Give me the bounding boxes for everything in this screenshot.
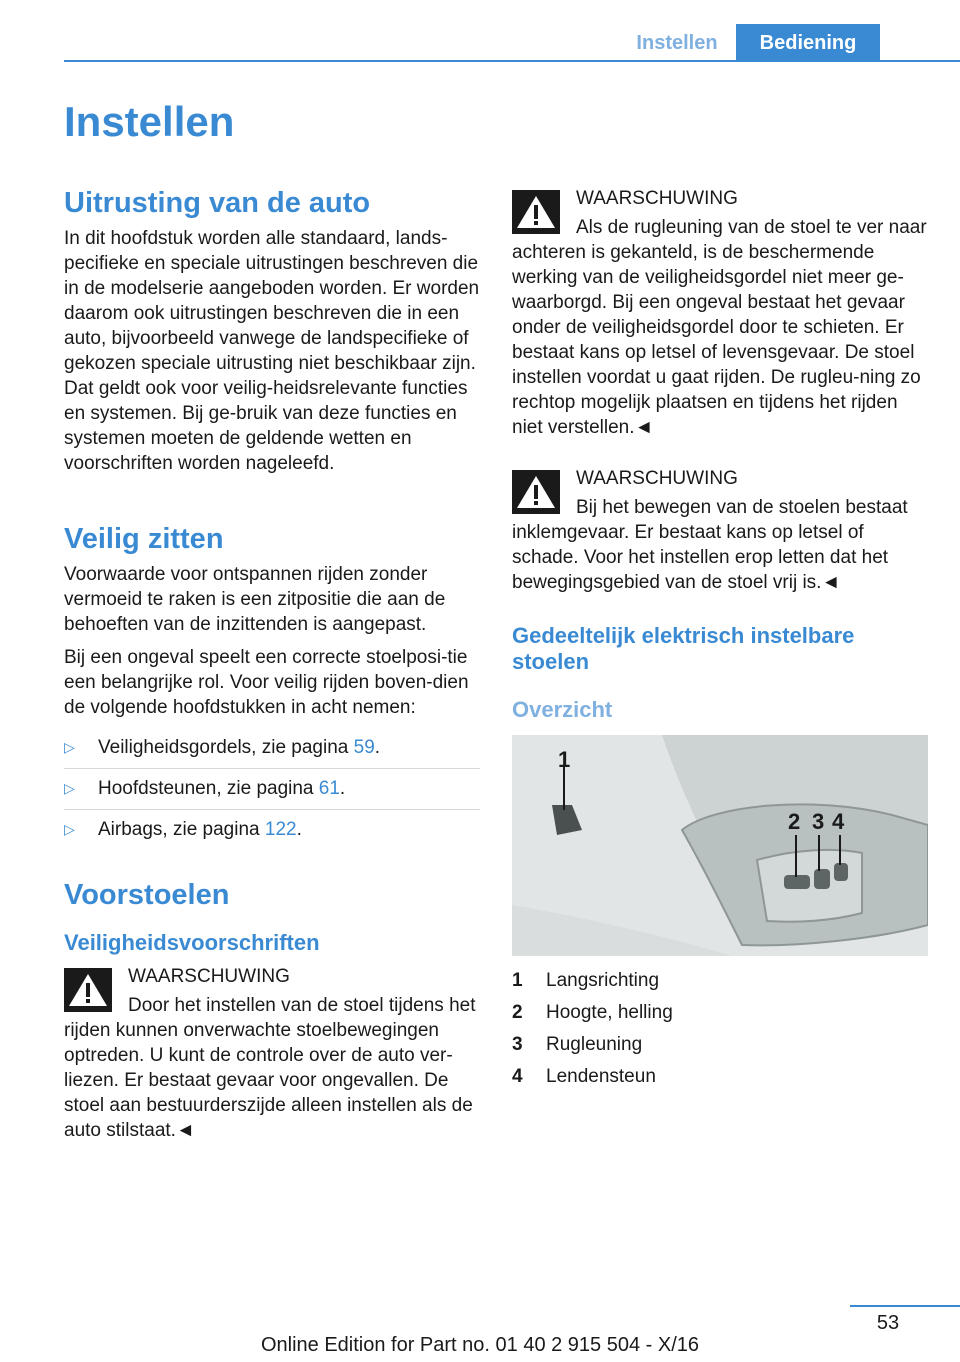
list-item: ▷ Veiligheidsgordels, zie pagina 59. [64, 737, 381, 758]
page-number: 53 [876, 1312, 900, 1334]
legend-item: 2 Hoogte, helling [512, 1002, 673, 1023]
figure-label-2: 2 [788, 809, 801, 834]
list-item: ▷ Hoofdsteunen, zie pagina 61. [64, 768, 480, 809]
legend-item: 1 Langsrichting [512, 970, 660, 991]
warning-text: Bij het bewegen van de stoelen bestaat inklemgevaar. Er bestaat kans op letsel of schade. Voor het instellen erop letten dat het bewegingsgebied van de stoel vrij is.◄ [512, 497, 908, 593]
figure-label-4: 4 [832, 809, 845, 834]
figure-legend [512, 968, 928, 1089]
warning-block-1 [64, 964, 480, 1143]
page-link-airbags[interactable]: 122 [264, 819, 297, 840]
paragraph-safe-1: Voorwaarde voor ontspannen rijden zonder vermoeid te raken is een zitpositie die aan de behoeften van de inzittenden is aangepast. [64, 564, 446, 635]
warning-icon [512, 190, 560, 234]
paragraph-safe-2: Bij een ongeval speelt een correcte stoelposi-tie een belangrijke rol. Voor veilig rijden boven-dien de volgende hoofdstukken in acht nemen: [64, 647, 469, 718]
page-link-seatbelts[interactable]: 59 [353, 737, 375, 758]
warning-icon [64, 968, 112, 1012]
warning-label: WAARSCHUWING [576, 468, 738, 489]
warning-text: Door het instellen van de stoel tijdens het rijden kunnen onverwachte stoelbewegingen optreden. U kunt de controle over de auto ver-liezen. Er bestaat gevaar voor ongevallen. De stoel aan bestuurderszijde alleen instellen als de auto stilstaat.◄ [64, 995, 476, 1141]
warning-block-3 [512, 466, 928, 595]
figure-label-1: 1 [558, 747, 571, 772]
triangle-bullet-icon: ▷ [64, 739, 75, 755]
right-column [512, 186, 928, 1096]
heading-front-seats: Voorstoelen [64, 879, 230, 911]
header-tab-bediening[interactable]: Bediening [736, 24, 880, 60]
heading-partial-electric-seats: Gedeeltelijk elektrisch instelbare stoelen [512, 623, 855, 674]
page-link-headrests[interactable]: 61 [318, 778, 340, 799]
triangle-bullet-icon: ▷ [64, 821, 75, 837]
reference-list [64, 728, 480, 850]
figure-label-3: 3 [812, 809, 825, 834]
header-rule [64, 60, 960, 62]
heading-equipment: Uitrusting van de auto [64, 187, 371, 219]
list-item: ▷ Airbags, zie pagina 122. [64, 809, 480, 850]
heading-safe-sitting: Veilig zitten [64, 523, 224, 555]
triangle-bullet-icon: ▷ [64, 780, 75, 796]
header-tab-instellen[interactable]: Instellen [636, 32, 718, 54]
seat-controls-figure [512, 735, 928, 956]
warning-label: WAARSCHUWING [128, 966, 290, 987]
left-column [64, 186, 480, 1151]
warning-label: WAARSCHUWING [576, 188, 738, 209]
legend-item: 3 Rugleuning [512, 1034, 643, 1055]
legend-item: 4 Lendensteun [512, 1066, 656, 1087]
chapter-title: Instellen [64, 98, 235, 145]
footer-edition: Online Edition for Part no. 01 40 2 915 504 - X/16 [260, 1334, 700, 1356]
paragraph-equipment: In dit hoofdstuk worden alle standaard, lands-pecifieke en speciale uitrustingen beschreven die in de modelserie aangeboden worden. Er worden daarom ook uitrustingen beschreven die in een auto, bijvoorbeeld vanwege de landspecifieke of gekozen speciale uitrusting niet beschikbaar zijn. Dat geldt ook voor veilig-heidsrelevante functies en systemen. Bij ge-bruik van deze functies en systemen moeten de geldende wetten en voorschriften worden nageleefd. [64, 228, 480, 474]
warning-block-2 [512, 186, 928, 440]
warning-text: Als de rugleuning van de stoel te ver naar achteren is gekanteld, is de beschermende werking van de veiligheidsgordel niet meer ge-waarborgd. Bij een ongeval bestaat het gevaar onder de veiligheidsgordel door te schieten. Er bestaat kans op letsel of levensgevaar. De stoel instellen voordat u gaat rijden. De rugleu-ning zo rechtop mogelijk plaatsen en tijdens het rijden niet verstellen.◄ [512, 217, 927, 438]
footer-rule [850, 1305, 960, 1307]
heading-overview: Overzicht [512, 697, 613, 722]
warning-icon [512, 470, 560, 514]
heading-safety-rules: Veiligheidsvoorschriften [64, 930, 320, 955]
